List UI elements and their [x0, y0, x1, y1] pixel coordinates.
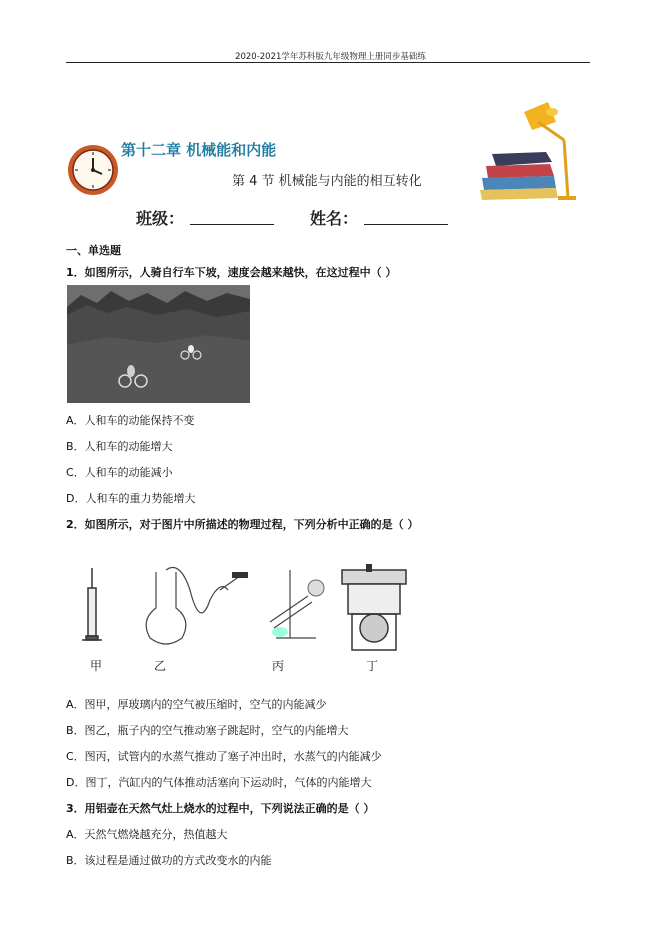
chapter-title: 第十二章 机械能和内能	[121, 141, 277, 159]
clock-icon	[66, 143, 120, 197]
q2-option-d: D．图丁，汽缸内的气体推动活塞向下运动时，气体的内能增大	[66, 776, 372, 789]
class-field[interactable]	[190, 206, 274, 225]
figure-label-ding: 丁	[366, 659, 379, 673]
q1-option-c: C．人和车的动能减小	[66, 466, 173, 479]
figure-label-jia: 甲	[90, 659, 103, 673]
figure-label-yi: 乙	[154, 659, 167, 673]
q1-option-b: B．人和车的动能增大	[66, 440, 173, 453]
figure-label-bing: 丙	[272, 659, 285, 673]
q3-option-a: A．天然气燃烧越充分，热值越大	[66, 828, 228, 841]
section-heading: 一、单选题	[66, 244, 121, 257]
question-2-stem: 2．如图所示，对于图片中所描述的物理过程，下列分析中正确的是（ ）	[66, 518, 419, 531]
section-title: 第 4 节 机械能与内能的相互转化	[232, 174, 422, 189]
q1-option-a: A．人和车的动能保持不变	[66, 414, 195, 427]
student-info-row	[136, 206, 478, 229]
physics-figures	[80, 560, 420, 675]
header-rule	[66, 62, 590, 63]
question-1-stem: 1．如图所示，人骑自行车下坡，速度会越来越快，在这过程中（ ）	[66, 266, 397, 279]
lamp-books-illustration	[478, 100, 580, 202]
q2-option-c: C．图丙，试管内的水蒸气推动了塞子冲出时，水蒸气的内能减少	[66, 750, 382, 763]
q1-option-d: D．人和车的重力势能增大	[66, 492, 196, 505]
cyclist-photo	[67, 285, 250, 403]
question-3-stem: 3．用铝壶在天然气灶上烧水的过程中，下列说法正确的是（ ）	[66, 802, 375, 815]
q2-option-a: A．图甲，厚玻璃内的空气被压缩时，空气的内能减少	[66, 698, 327, 711]
class-label: 班级：	[136, 209, 185, 228]
q3-option-b: B．该过程是通过做功的方式改变水的内能	[66, 854, 272, 867]
name-field[interactable]	[364, 206, 448, 225]
page-header: 2020-2021学年苏科版九年级物理上册同步基础练	[235, 52, 426, 62]
q2-option-b: B．图乙，瓶子内的空气推动塞子跳起时，空气的内能增大	[66, 724, 349, 737]
name-label: 姓名：	[310, 209, 359, 228]
